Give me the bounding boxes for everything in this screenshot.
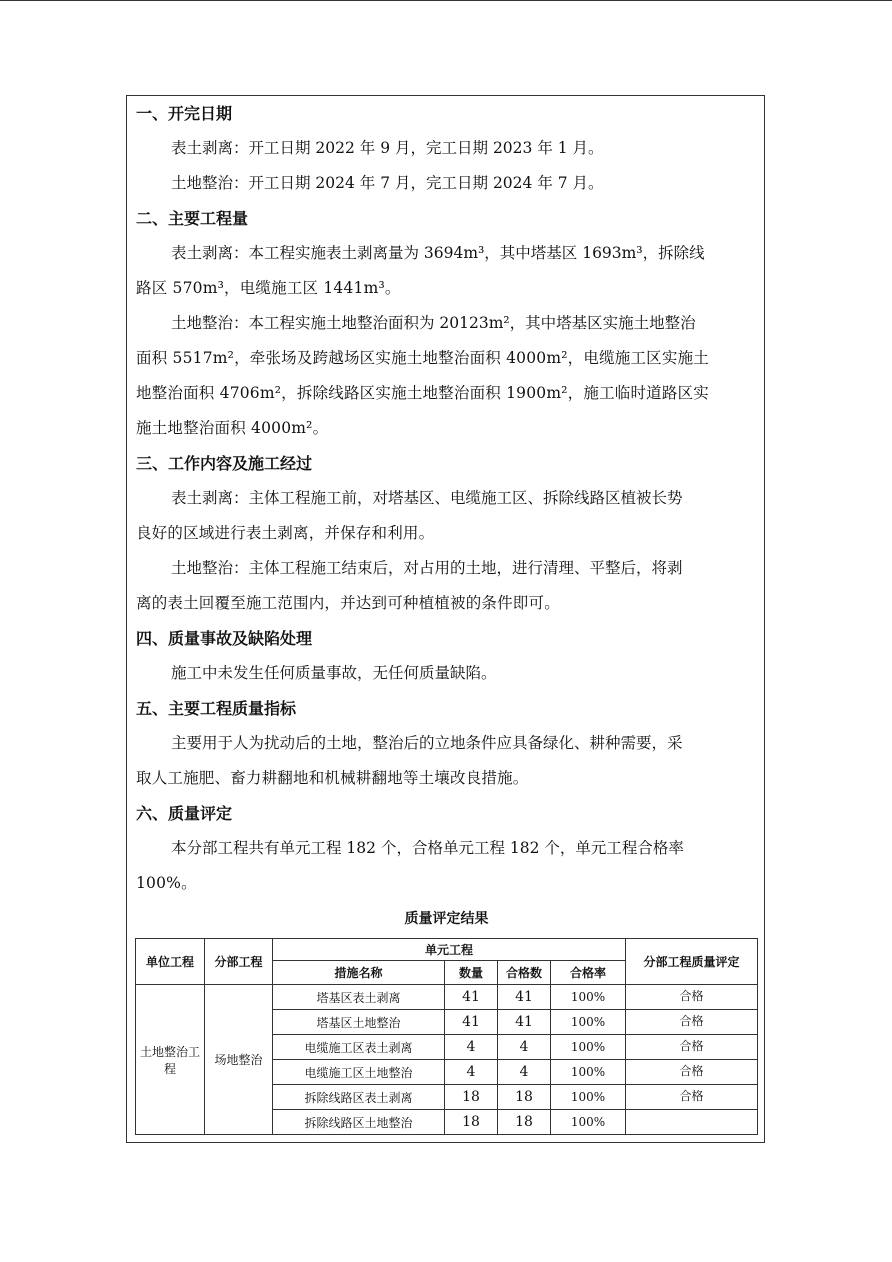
qualified-cell: 4 [498, 1035, 551, 1060]
header-qualified: 合格数 [498, 961, 551, 985]
qualified-cell: 41 [498, 1010, 551, 1035]
indicators-line1: 主要用于人为扰动后的土地，整治后的立地条件应具备绿化、耕种需要，采 [171, 734, 683, 752]
section-accidents-title: 四、质量事故及缺陷处理 [136, 629, 313, 648]
quantities-topsoil-line2: 路区 570m³，电缆施工区 1441m³。 [136, 279, 401, 297]
quantities-rehab-line4: 施土地整治面积 4000m²。 [136, 419, 329, 437]
assessment-line1: 本分部工程共有单元工程 182 个，合格单元工程 182 个，单元工程合格率 [171, 839, 684, 857]
section-work-content-title: 三、工作内容及施工经过 [136, 454, 313, 473]
count-cell: 41 [445, 985, 498, 1010]
accidents-text: 施工中未发生任何质量事故，无任何质量缺陷。 [171, 664, 497, 682]
header-count: 数量 [445, 961, 498, 985]
report-frame [126, 95, 765, 1143]
measure-cell: 拆除线路区表土剥离 [273, 1085, 445, 1110]
section-quantities-title: 二、主要工程量 [136, 209, 249, 228]
report-body [136, 96, 758, 901]
qualified-cell: 41 [498, 985, 551, 1010]
rate-cell: 100% [551, 1085, 626, 1110]
section-quality-assessment-title: 六、质量评定 [136, 804, 233, 823]
assessment-line2: 100%。 [136, 874, 197, 892]
rate-cell: 100% [551, 1110, 626, 1135]
grade-cell: 合格 [626, 1010, 758, 1035]
section-quality-indicators-title: 五、主要工程质量指标 [136, 699, 297, 718]
indicators-line2: 取人工施肥、畜力耕翻地和机械耕翻地等土壤改良措施。 [136, 769, 529, 787]
header-rate: 合格率 [551, 961, 626, 985]
quantities-rehab-line2: 面积 5517m²，牵张场及跨越场区实施土地整治面积 4000m²，电缆施工区实施土 [136, 349, 709, 367]
header-sub-project: 分部工程 [205, 939, 273, 985]
sub-project-cell: 场地整治 [205, 985, 273, 1135]
rate-cell: 100% [551, 1010, 626, 1035]
start-end-topsoil: 表土剥离：开工日期 2022 年 9 月，完工日期 2023 年 1 月。 [171, 139, 604, 157]
measure-cell: 电缆施工区表土剥离 [273, 1035, 445, 1060]
work-topsoil-line2: 良好的区域进行表土剥离，并保存和利用。 [136, 524, 435, 542]
header-measure: 措施名称 [273, 961, 445, 985]
count-cell: 18 [445, 1085, 498, 1110]
count-cell: 4 [445, 1035, 498, 1060]
qualified-cell: 18 [498, 1085, 551, 1110]
measure-cell: 拆除线路区土地整治 [273, 1110, 445, 1135]
count-cell: 41 [445, 1010, 498, 1035]
table-row [136, 985, 758, 1010]
unit-project-cell: 土地整治工程 [136, 985, 205, 1135]
header-unit-project: 单位工程 [136, 939, 205, 985]
grade-cell: 合格 [626, 1085, 758, 1110]
quantities-topsoil-line1: 表土剥离：本工程实施表土剥离量为 3694m³，其中塔基区 1693m³，拆除线 [171, 244, 705, 262]
header-unit-work: 单元工程 [273, 939, 626, 961]
measure-cell: 塔基区土地整治 [273, 1010, 445, 1035]
rate-cell: 100% [551, 985, 626, 1010]
measure-cell: 电缆施工区土地整治 [273, 1060, 445, 1085]
table-title: 质量评定结果 [404, 911, 489, 927]
qualified-cell: 18 [498, 1110, 551, 1135]
grade-cell: 合格 [626, 1060, 758, 1085]
quality-result-table [135, 938, 758, 1135]
count-cell: 4 [445, 1060, 498, 1085]
work-rehab-line2: 离的表土回覆至施工范围内，并达到可种植植被的条件即可。 [136, 594, 560, 612]
grade-cell: 合格 [626, 1035, 758, 1060]
quantities-rehab-line3: 地整治面积 4706m²，拆除线路区实施土地整治面积 1900m²，施工临时道路区实 [136, 384, 709, 402]
section-start-end-dates-title: 一、开完日期 [136, 104, 233, 123]
page-top-rule [0, 0, 892, 1]
rate-cell: 100% [551, 1060, 626, 1085]
header-sub-grade: 分部工程质量评定 [626, 939, 758, 985]
measure-cell: 塔基区表土剥离 [273, 985, 445, 1010]
qualified-cell: 4 [498, 1060, 551, 1085]
grade-cell [626, 1110, 758, 1135]
grade-cell: 合格 [626, 985, 758, 1010]
start-end-land-rehab: 土地整治：开工日期 2024 年 7 月，完工日期 2024 年 7 月。 [171, 174, 604, 192]
quantities-rehab-line1: 土地整治：本工程实施土地整治面积为 20123m²，其中塔基区实施土地整治 [171, 314, 696, 332]
work-topsoil-line1: 表土剥离：主体工程施工前，对塔基区、电缆施工区、拆除线路区植被长势 [171, 489, 683, 507]
work-rehab-line1: 土地整治：主体工程施工结束后，对占用的土地，进行清理、平整后，将剥 [171, 559, 683, 577]
count-cell: 18 [445, 1110, 498, 1135]
rate-cell: 100% [551, 1035, 626, 1060]
